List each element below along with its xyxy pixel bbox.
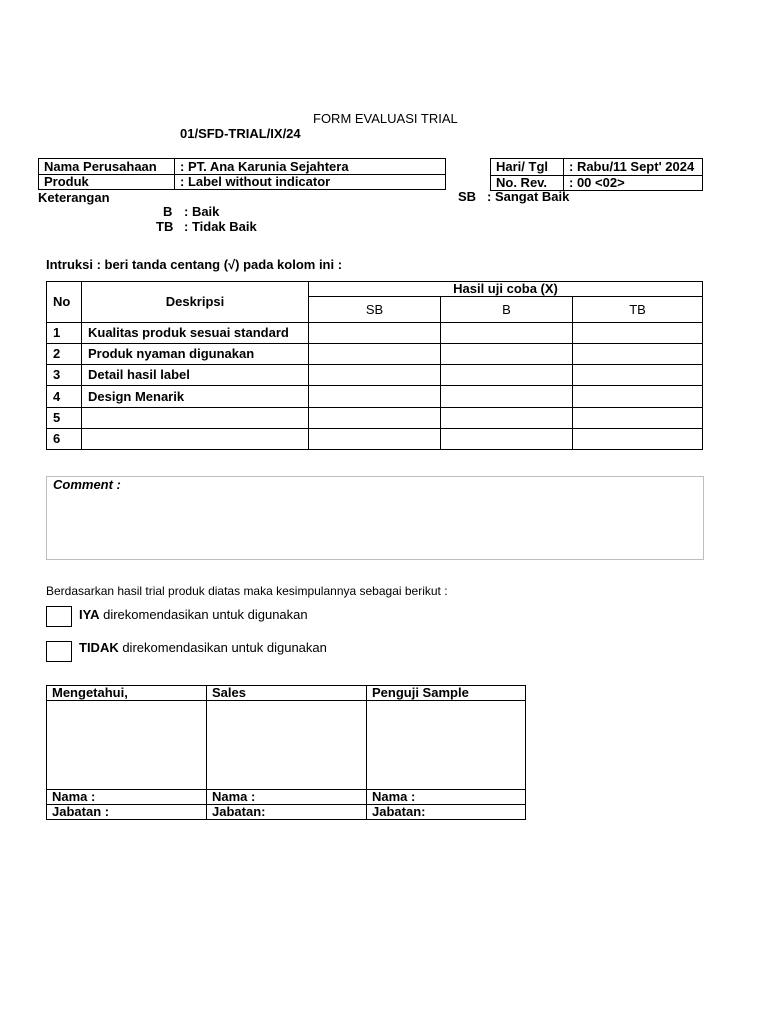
position-field: Jabatan: <box>207 805 367 820</box>
name-field: Nama : <box>207 790 367 805</box>
legend-tb-text: : Tidak Baik <box>184 219 257 234</box>
check-cell-b[interactable] <box>441 408 573 429</box>
table-row <box>47 408 703 429</box>
table-row <box>47 365 703 386</box>
check-cell-b[interactable] <box>441 344 573 365</box>
revision-label: No. Rev. <box>491 176 564 191</box>
yes-label: IYA <box>79 607 100 622</box>
col-header-b: B <box>441 297 573 323</box>
row-number: 4 <box>47 386 82 408</box>
check-cell-tb[interactable] <box>573 408 703 429</box>
check-cell-b[interactable] <box>441 429 573 450</box>
table-row <box>47 344 703 365</box>
sig-header-sales: Sales <box>207 686 367 701</box>
no-option <box>79 640 327 655</box>
revision-value: : 00 <02> <box>564 176 703 191</box>
row-description: Kualitas produk sesuai standard <box>82 323 309 344</box>
instruction-text: Intruksi : beri tanda centang (√) pada kolom ini : <box>46 257 343 272</box>
row-description: Produk nyaman digunakan <box>82 344 309 365</box>
col-header-description: Deskripsi <box>82 282 309 323</box>
row-number: 3 <box>47 365 82 386</box>
name-field: Nama : <box>367 790 526 805</box>
legend-b-code: B <box>163 204 173 219</box>
conclusion-text: Berdasarkan hasil trial produk diatas maka kesimpulannya sebagai berikut : <box>46 584 448 598</box>
company-info-table <box>38 158 446 190</box>
date-label: Hari/ Tgl <box>491 159 564 176</box>
check-cell-sb[interactable] <box>309 386 441 408</box>
check-cell-b[interactable] <box>441 323 573 344</box>
row-description <box>82 408 309 429</box>
legend-sb-code: SB <box>458 189 477 204</box>
yes-text: direkomendasikan untuk digunakan <box>99 607 308 622</box>
check-cell-tb[interactable] <box>573 429 703 450</box>
evaluation-table <box>46 281 703 450</box>
col-header-result: Hasil uji coba (X) <box>309 282 703 297</box>
no-label: TIDAK <box>79 640 119 655</box>
name-field: Nama : <box>47 790 207 805</box>
check-cell-b[interactable] <box>441 386 573 408</box>
col-header-tb: TB <box>573 297 703 323</box>
comment-box[interactable] <box>46 476 704 560</box>
check-cell-b[interactable] <box>441 365 573 386</box>
check-cell-tb[interactable] <box>573 386 703 408</box>
check-cell-sb[interactable] <box>309 365 441 386</box>
signature-area-acknowledged[interactable] <box>47 701 207 790</box>
check-cell-tb[interactable] <box>573 323 703 344</box>
company-label: Nama Perusahaan <box>39 159 175 175</box>
row-description: Design Menarik <box>82 386 309 408</box>
product-label: Produk <box>39 175 175 190</box>
date-info-table <box>490 158 703 191</box>
table-row <box>47 323 703 344</box>
table-row <box>47 429 703 450</box>
row-description: Detail hasil label <box>82 365 309 386</box>
document-number: 01/SFD-TRIAL/IX/24 <box>180 126 301 141</box>
product-value: : Label without indicator <box>175 175 446 190</box>
row-number: 2 <box>47 344 82 365</box>
row-description <box>82 429 309 450</box>
no-text: direkomendasikan untuk digunakan <box>118 640 327 655</box>
date-value: : Rabu/11 Sept' 2024 <box>564 159 703 176</box>
check-cell-tb[interactable] <box>573 344 703 365</box>
company-value: : PT. Ana Karunia Sejahtera <box>175 159 446 175</box>
col-header-sb: SB <box>309 297 441 323</box>
position-field: Jabatan: <box>367 805 526 820</box>
check-cell-sb[interactable] <box>309 429 441 450</box>
signature-area-sales[interactable] <box>207 701 367 790</box>
yes-option <box>79 607 308 622</box>
legend-tb-code: TB <box>156 219 174 234</box>
col-header-no: No <box>47 282 82 323</box>
row-number: 6 <box>47 429 82 450</box>
form-title: FORM EVALUASI TRIAL <box>313 111 458 126</box>
check-cell-sb[interactable] <box>309 323 441 344</box>
signature-area-tester[interactable] <box>367 701 526 790</box>
yes-checkbox[interactable] <box>46 606 72 627</box>
sig-header-tester: Penguji Sample <box>367 686 526 701</box>
no-checkbox[interactable] <box>46 641 72 662</box>
comment-label: Comment : <box>53 477 121 492</box>
row-number: 5 <box>47 408 82 429</box>
check-cell-sb[interactable] <box>309 408 441 429</box>
position-field: Jabatan : <box>47 805 207 820</box>
row-number: 1 <box>47 323 82 344</box>
legend-b-text: : Baik <box>184 204 220 219</box>
check-cell-tb[interactable] <box>573 365 703 386</box>
legend-title: Keterangan <box>38 190 110 205</box>
signature-table <box>46 685 526 820</box>
table-row <box>47 386 703 408</box>
check-cell-sb[interactable] <box>309 344 441 365</box>
legend-sb-text: : Sangat Baik <box>487 189 570 204</box>
sig-header-acknowledged: Mengetahui, <box>47 686 207 701</box>
